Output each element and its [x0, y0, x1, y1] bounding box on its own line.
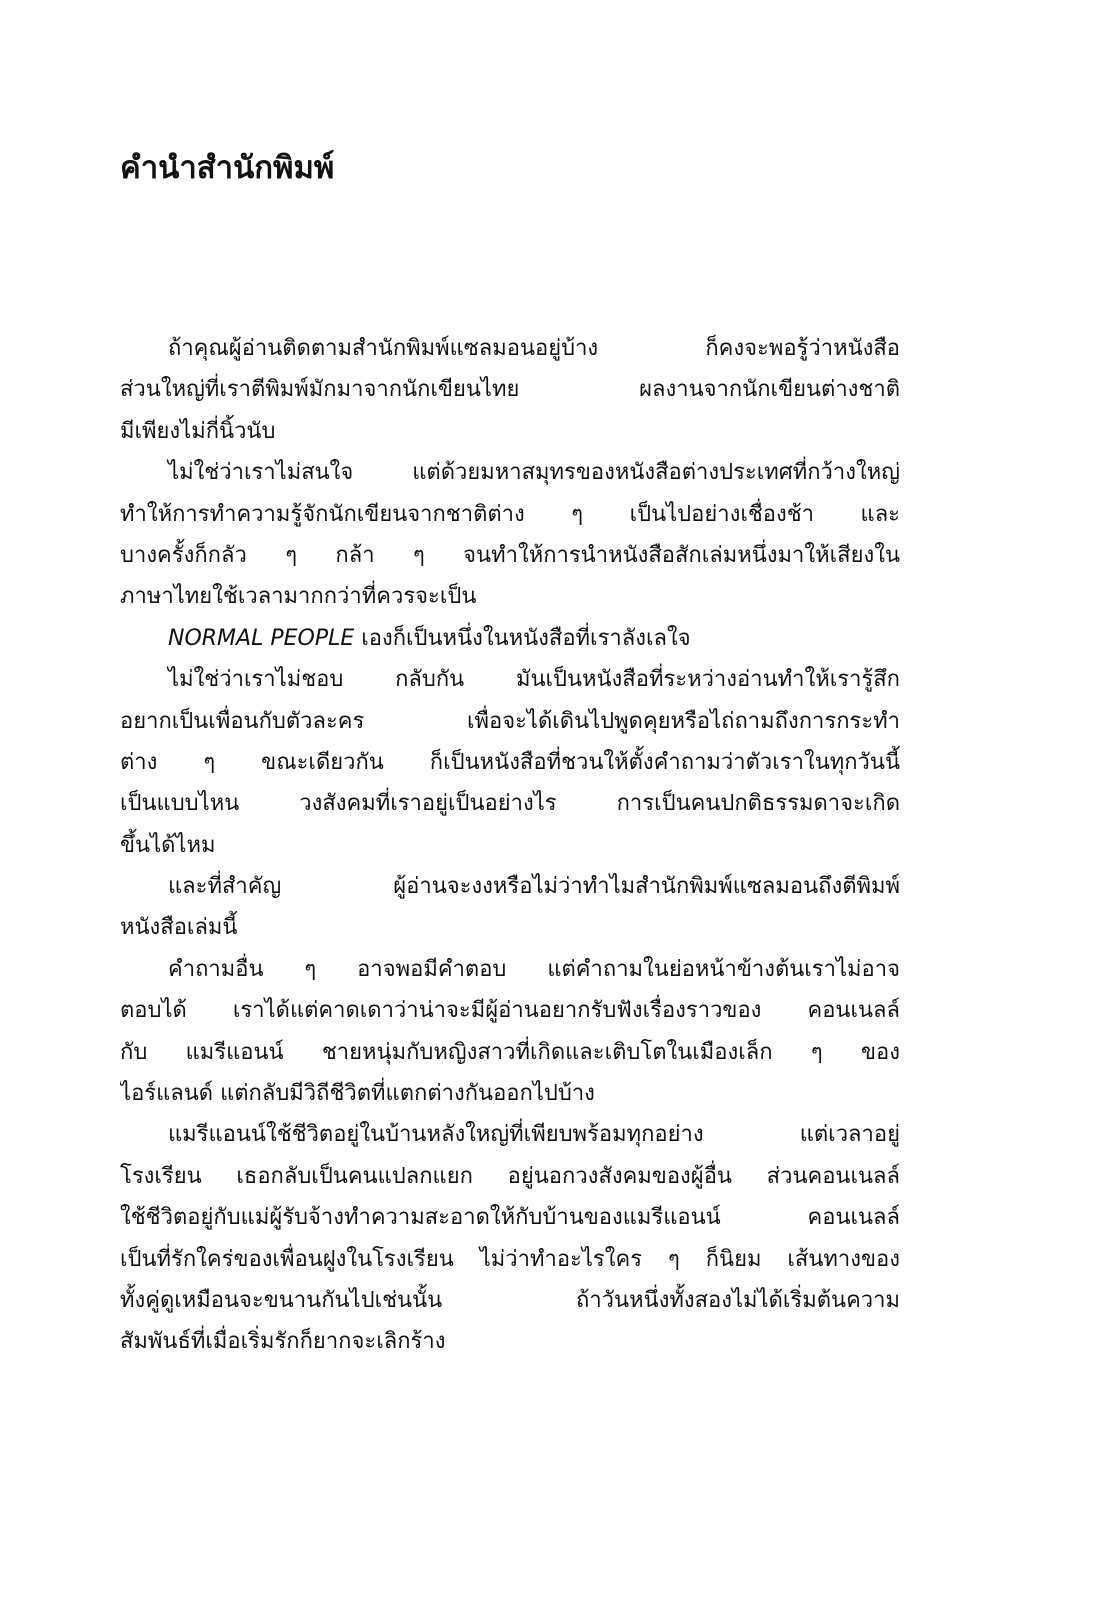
paragraph-line: ถ้าคุณผู้อ่านติดตามสำนักพิมพ์แซลมอนอยู่บ้าง ก็คงจะพอรู้ว่าหนังสือ — [168, 336, 900, 361]
paragraph-line: ส่วนใหญ่ที่เราตีพิมพ์มักมาจากนักเขียนไทย ผลงานจากนักเขียนต่างชาติ — [120, 377, 900, 403]
paragraph-line-text: เองก็เป็นหนึ่งในหนังสือที่เราลังเลใจ — [354, 625, 691, 651]
paragraph-line: ขึ้นได้ไหม — [120, 832, 216, 858]
paragraph-line: ไอร์แลนด์ แต่กลับมีวิถีชีวิตที่แตกต่างกันออกไปบ้าง — [120, 1081, 595, 1107]
body-text — [120, 328, 900, 1363]
paragraph-line: ตอบได้ เราได้แต่คาดเดาว่าน่าจะมีผู้อ่านอยากรับฟังเรื่องราวของ คอนเนลล์ — [120, 998, 900, 1024]
paragraph-line: กับ แมรีแอนน์ ชายหนุ่มกับหญิงสาวที่เกิดและเติบโตในเมืองเล็ก ๆ ของ — [120, 1039, 900, 1065]
paragraph-line: เป็นแบบไหน วงสังคมที่เราอยู่เป็นอย่างไร การเป็นคนปกติธรรมดาจะเกิด — [120, 791, 900, 817]
paragraph-line: แมรีแอนน์ใช้ชีวิตอยู่ในบ้านหลังใหญ่ที่เพียบพร้อมทุกอย่าง แต่เวลาอยู่ — [168, 1122, 900, 1148]
paragraph-line — [120, 618, 900, 659]
paragraph-line: สัมพันธ์ที่เมื่อเริ่มรักก็ยากจะเลิกร้าง — [120, 1329, 446, 1355]
paragraph-line: ทั้งคู่ดูเหมือนจะขนานกันไปเช่นนั้น ถ้าวันหนึ่งทั้งสองไม่ได้เริ่มต้นความ — [120, 1287, 900, 1313]
paragraph-line: อยากเป็นเพื่อนกับตัวละคร เพื่อจะได้เดินไปพูดคุยหรือไถ่ถามถึงการกระทำ — [120, 708, 900, 734]
paragraph-line: ไม่ใช่ว่าเราไม่ชอบ กลับกัน มันเป็นหนังสือที่ระหว่างอ่านทำให้เรารู้สึก — [168, 667, 900, 693]
page-title: คำนำสำนักพิมพ์ — [120, 150, 335, 186]
paragraph-line: โรงเรียน เธอกลับเป็นคนแปลกแยก อยู่นอกวงสังคมของผู้อื่น ส่วนคอนเนลล์ — [120, 1163, 900, 1189]
paragraph-line: ใช้ชีวิตอยู่กับแม่ผู้รับจ้างทำความสะอาดให้กับบ้านของแมรีแอนน์ คอนเนลล์ — [120, 1205, 900, 1231]
paragraph-line: เป็นที่รักใคร่ของเพื่อนฝูงในโรงเรียน ไม่ว่าทำอะไรใคร ๆ ก็นิยม เส้นทางของ — [120, 1246, 900, 1272]
paragraph-line: บางครั้งก็กลัว ๆ กล้า ๆ จนทำให้การนำหนังสือสักเล่มหนึ่งมาให้เสียงใน — [120, 542, 900, 568]
paragraph-line: ทำให้การทำความรู้จักนักเขียนจากชาติต่าง ๆ เป็นไปอย่างเชื่องช้า และ — [120, 501, 900, 527]
paragraph-line: ภาษาไทยใช้เวลามากกว่าที่ควรจะเป็น — [120, 584, 477, 610]
paragraph-line: และที่สำคัญ ผู้อ่านจะงงหรือไม่ว่าทำไมสำนักพิมพ์แซลมอนถึงตีพิมพ์ — [168, 874, 900, 900]
paragraph-line: คำถามอื่น ๆ อาจพอมีคำตอบ แต่คำถามในย่อหน้าข้างต้นเราไม่อาจ — [168, 956, 900, 982]
paragraph-line: ไม่ใช่ว่าเราไม่สนใจ แต่ด้วยมหาสมุทรของหนังสือต่างประเทศที่กว้างใหญ่ — [168, 460, 900, 486]
paragraph-line: ต่าง ๆ ขณะเดียวกัน ก็เป็นหนังสือที่ชวนให้ตั้งคำถามว่าตัวเราในทุกวันนี้ — [120, 749, 900, 775]
book-title-emphasis: NORMAL PEOPLE — [168, 625, 355, 651]
paragraph-line: หนังสือเล่มนี้ — [120, 915, 238, 941]
paragraph-line: มีเพียงไม่กี่นิ้วนับ — [120, 418, 276, 444]
